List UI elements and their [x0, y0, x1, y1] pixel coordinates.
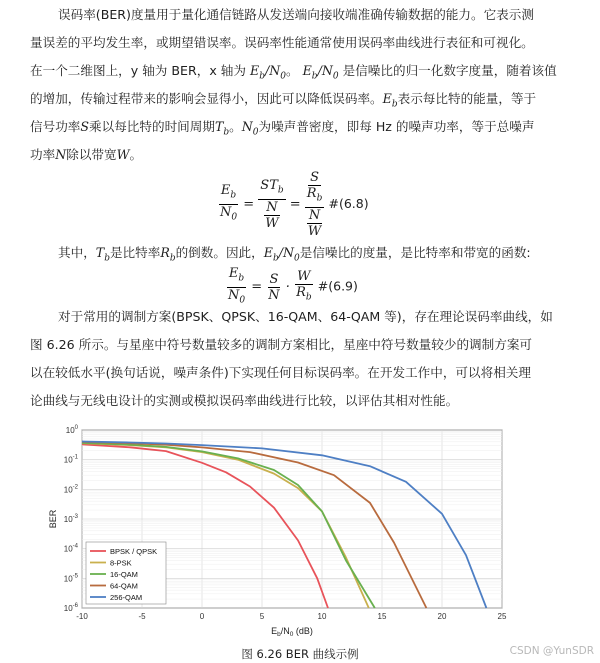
- math-tb: $T_b$: [214, 119, 230, 138]
- eq2-frac-sn: $\frac{S}{N}$: [268, 271, 280, 303]
- y-tick-label: $10^{-4}$: [63, 543, 78, 554]
- p1-line-1: [58, 6, 534, 24]
- p2-line-1: 其中，$T_b$是比特率$R_b$的倒数。因此，$E_b/N_0$是信噪比的度量，是比特率和带宽的函数:: [58, 245, 531, 264]
- eq-frac-s-rb: S $R_b$ N W: [306, 170, 323, 239]
- legend-entry: 256-QAM: [110, 593, 143, 602]
- legend-entry: 16-QAM: [110, 570, 138, 579]
- watermark: CSDN @YunSDR: [509, 645, 594, 657]
- math-tb-2: $T_b$: [95, 245, 110, 264]
- p3-line-2: 图 6.26 所示。与星座中符号数量较多的调制方案相比，星座中符号数量较少的调制方案可: [30, 337, 533, 352]
- p1-text-4b: 表示每比特的能量，等于: [397, 91, 537, 106]
- equation-number-6-9: #(6.9): [317, 278, 358, 294]
- math-s: S: [80, 119, 90, 134]
- p1-line-6: 功率N除以带宽W。: [30, 147, 143, 162]
- p1-line-2: [30, 34, 534, 52]
- equation-6-9: $\frac{E_b}{N_0}$ = $\frac{S}{N}$ · $\frac{W}{R_b}$ #(6.9): [226, 266, 358, 308]
- legend-entry: 64-QAM: [110, 581, 138, 591]
- math-eb: $E_b$: [382, 91, 398, 110]
- p1-line-3: 在一个二维图上，y 轴为 BER，x 轴为 $E_b/N_0$。 $E_b/N_0$ 是信噪比的归一化数字度量，随着该值: [30, 63, 557, 82]
- x-tick-label: 25: [497, 612, 507, 621]
- math-ebn0-2: $E_b/N_0$: [302, 63, 339, 82]
- x-tick-label: -5: [138, 612, 146, 621]
- legend: [86, 542, 166, 604]
- y-axis-label: BER: [48, 509, 58, 529]
- y-tick-label: $10^{-6}$: [63, 603, 78, 613]
- math-n0: $N_0$: [241, 119, 259, 138]
- ber-chart: [40, 420, 510, 642]
- math-n: N: [55, 147, 67, 162]
- figure-caption: 图 6.26 BER 曲线示例: [241, 647, 359, 661]
- x-tick-label: 10: [317, 612, 327, 621]
- p1-line-5: 信号功率S乘以每比特的时间周期$T_b$。$N_0$为噪声普密度，即每 Hz 的噪声功率，等于总噪声: [30, 119, 535, 138]
- eq-frac-stb: $ST_b$ N W: [260, 178, 284, 231]
- y-tick-label: $10^{-3}$: [63, 514, 78, 524]
- x-tick-label: 5: [259, 612, 265, 621]
- math-rb: $R_b$: [160, 245, 176, 264]
- p3-line-4: 论曲线与无线电设计的实测或模拟误码率曲线进行比较，以评估其相对性能。: [30, 393, 459, 408]
- y-tick-label: $10^{-5}$: [63, 573, 78, 584]
- eq2-frac-wrb: $\frac{W}{R_b}$: [296, 268, 312, 303]
- p1-text-4: 的增加，传输过程带来的影响会显得小，因此可以降低误码率。: [30, 91, 383, 106]
- x-tick-label: 0: [199, 612, 205, 621]
- p1-text-2: 量误差的平均发生率，或期望错误率。误码率性能通常使用误码率曲线进行表征和可视化。: [30, 35, 534, 50]
- x-axis-label: $E_b/N_0$ (dB): [271, 626, 313, 638]
- x-tick-label: -10: [76, 612, 88, 621]
- p3-line-1: 对于常用的调制方案(BPSK、QPSK、16-QAM、64-QAM 等)，存在理论误码率曲线，如: [58, 309, 553, 324]
- p1-text-3a: 在一个二维图上，y 轴为 BER，x 轴为: [30, 63, 246, 78]
- math-ebn0: $E_b/N_0$: [250, 63, 286, 82]
- eq2-frac-ebn0: $\frac{E_b}{N_0}$: [228, 266, 246, 306]
- x-tick-label: 20: [437, 612, 447, 621]
- p1-text-1: 误码率(BER)度量用于量化通信链路从发送端向接收端准确传输数据的能力。它表示测: [58, 7, 534, 22]
- legend-entry: 8-PSK: [110, 558, 132, 568]
- p3-line-3: 以在较低水平(换句话说，噪声条件)下实现任何目标误码率。在开发工作中，可以将相关理: [30, 365, 531, 380]
- p1-text-3b: 是信噪比的归一化数字度量，随着该值: [342, 63, 557, 78]
- equation-6-8: $\frac{E_b}{N_0}$ = $ST_b$ N W = S $R_b$ N W #(6.8): [220, 170, 369, 239]
- y-tick-label: $10^{-2}$: [63, 484, 78, 495]
- y-tick-label: $10^0$: [65, 425, 78, 435]
- y-tick-label: $10^{-1}$: [63, 454, 78, 465]
- p1-line-4: [30, 90, 536, 114]
- math-w: W: [116, 147, 130, 162]
- x-tick-label: 15: [377, 612, 387, 621]
- eq-frac-ebn0: $\frac{E_b}{N_0}$: [220, 183, 238, 223]
- math-ebn0-3: $E_b/N_0$: [263, 245, 300, 264]
- equation-number-6-8: #(6.8): [328, 195, 369, 211]
- legend-entry: BPSK / QPSK: [110, 547, 158, 556]
